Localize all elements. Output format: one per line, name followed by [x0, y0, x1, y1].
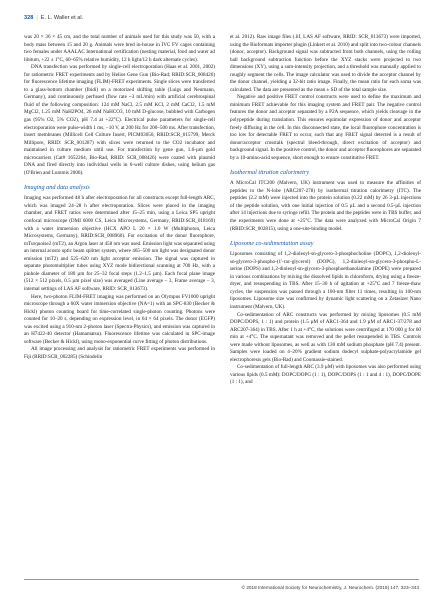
running-header: [24, 15, 83, 21]
paragraph: DNA transfection was performed by single-cell electroporation (Haas et al. 2001, 2002) for ratiometric FRET experiments and by Helios Gene Gun (Bio-Rad; RRID:SCR_008426) for fluorescence lifetime imaging (FLIM)-FRET experiments. Single slices were transferred to a glass-bottom chamber (Ibidi) on a motorized shifting table (Luigs and Neumann, Germany), and continuously perfused (flow rate ~3 mL/min) with artificial cerebrospinal fluid of the following composition: 124 mM NaCl, 2.5 mM KCl, 2 mM CaCl2, 1.5 mM MgCl2, 1.25 mM NaH2PO4, 26 mM NaHCO3, 10 mM D-glucose, bubbled with Carbogen gas (95% O2, 5% CO2), pH 7.4 at +22°C). Electrical pulse parameters for single-cell electroporation were pulse-width 1 ms, −10 V, at 200 Hz for 200–500 ms. After transfection, insert membranes (Millicell Cell Culture Insert, PICM03050, RRID:SCR_015799, Merck Millipore, RRID: SCR_001287) with slices were returned to the CO2 incubator and maintained in culture medium until use. For transfection by gene gun, 1.6-µm gold microcarriers (Cat# 1652264, Bio-Rad, RRID: SCR_008426) were coated with plasmid DNA and fired directly into individual wells in 6-well culture dishes, using helium gas (O'Brien and Lummis 2006).: [24, 64, 215, 176]
running-header-authors: E. L. Waller et al.: [40, 15, 84, 21]
section-heading-imaging: Imaging and data analysis: [24, 184, 90, 192]
header-separator: |: [36, 15, 38, 21]
paragraph: Here, two-photon FLIM-FRET imaging was performed on an Olympus FV1000 upright microscope through a 60X water immersion objective (NA=1) with an SPC-830 (Becker & Hickl) photon counting board for time-correlated single-photon counting. Photons were counted for 10–20 s, depending on expression level, in 64 × 64 pixels. The donor (EGFP) was excited using a 910-nm 2-photon laser (Spectra-Physics), and emission was captured in an H7422-40 detector (Hamamatsu). Fluorescence lifetime was calculated in SPC-image software (Becker & Hickl), using mono-exponential curve fitting of photon distributions.: [24, 293, 215, 345]
left-column: [24, 34, 215, 361]
paragraph: Co-sedimentation of full-length ARC (3.9 µM) with liposomes was also performed using various lipids (0.5 mM): DOPC/DOPG (1 : 1), DOPC/DOPS (1 : 1 and 4 : 1), DOPC/DOPE (1 : 1), and: [230, 364, 421, 386]
paragraph: Co-sedimentation of ARC constructs was performed by mixing liposomes (0.5 mM DOPC/DOPS, 1 : 1) and protein (1.5 µM of ARC1-364 and 1.9 µM of ARC1-37/278 and ARC207-364) in TBS. After 1 h at +4°C, the solutions were centrifuged at 170 000 g for 60 min at +4°C. The supernatant was removed and the pellet resuspended in TBS. Controls were made without liposomes, as well as with 130 mM sodium phosphate (pH 7.4) present. Samples were loaded on 4–20% gradient sodium dodecyl sulphate-polyacrylamide gel electrophoresis gels (Bio-Rad) and Coomassie-stained.: [230, 311, 421, 363]
footer-rule: [24, 579, 419, 580]
paragraph: A MicroCal ITC200 (Malvern, UK) instrument was used to measure the affinities of peptides to the N-lobe (ARC207-278) by isothermal titration calorimetry (ITC). The peptides (2.2 mM) were injected into the protein solution (0.22 mM) by 26 3-µL injections of the peptide solution, with one initial injection of 0.5 µL and a second 0.5-µL injection after 14 injections due to syringe refill. The protein and the peptides were in TBS buffer, and the experiments were done at +25°C. The data were analyzed with MicroCal Origin 7 (RRID:SCR_002815), using a one-site-binding model.: [230, 180, 421, 232]
section-heading-itc: Isothermal titration calorimetry: [230, 169, 310, 177]
page-footer: © 2018 International Society for Neurochemistry, J. Neurochem. (2019) 147, 323–343: [241, 585, 419, 590]
right-column: [230, 34, 421, 387]
paragraph: Negative and positive FRET control constructs were used to define the maximum and minimum FRET achievable for this imaging system and FRET pair. The negative control features the donor and acceptor separated by a P2A sequence, which yields cleavage in the polypeptide during translation. This ensures equimolar expression of donor and acceptor freely diffusing in the cell. In this disconnected state, the local fluorophore concentration is too low for detectable FRET to occur, such that any FRET signal detected is a result of donor/acceptor crosstalk (spectral bleed-through, direct excitation of acceptor) and background signal. In the positive control, the donor and acceptor fluorophores are separated by a 10-amino-acid sequence, short enough to ensure constitutive FRET.: [230, 94, 421, 161]
paragraph: Liposomes consisting of 1,2-dioleoyl-sn-glycero-3-phosphocholine (DOPC), 1,2-dioleoyl-sn-glycero-3-phospho-(1'-rac-glycerol) (DOPG), 1,2-dioleoyl-sn-glycero-3-phospho-L-serine (DOPS) and 1,2-dioleoyl-sn-glycero-3-phosphoethanolamine (DOPE) were prepared in various combinations by mixing the dissolved lipids in chloroform, drying using a freeze-dryer, and resuspending in TBS. After 15–30 h of agitation at +25°C and 7 freeze-thaw cycles, the suspension was passed through a 100-nm filter 11 times, resulting in 100-nm liposomes. Liposome size was confirmed by dynamic light scattering on a Zetasizer Nano instrument (Malvern, UK).: [230, 251, 421, 310]
paragraph: Imaging was performed 48 h after electroporation for all constructs except full-length ARC, which was imaged 24–28 h after electroporation. Slices were placed in the imaging chamber, and FRET ratios were determined after 15–25 min, using a Leica SP5 upright confocal microscope (DMI 6000 CS, Leica Microsystems, Germany, RRID:SCR_018169) with a water immersion objective (HCX APO L 20 × 1.0 W (Multiphoton, Leica Microsystems, Germany), RRID:SCR_008960). For excitation of the donor fluorophore, mTurquoise2 (mT2), an Argon laser at 458 nm was used. Emission light was separated using an internal acusto optic beam splitter system, where 465–500 nm light was designated donor emission (mT2) and 525–620 nm light acceptor emission. The signal was captured in separate photomultiplier tubes using XYZ mode bidirectional scanning at 700 Hz, with a pinhole diameter of 180 µm for 25–32 focal steps (1.2–1.5 µm). Each focal plane image (512 × 512 pixels, 0.5 µm pixel size) was averaged (Line average – 3, Frame average – 3, internal settings of LAS AF software, RRID: SCR_013673).: [24, 195, 215, 292]
paragraph: was 20 × 36 × 45 cm, and the total number of animals used for this study was 50, with a body mass between 15 and 20 g. Animals were bred in-house in IVC FV cages containing two females under AAALAC International certification (nesting material, food and water ad libitum, +22 ± 1°C, 60–65% relative humidity, 12 h light/12 h dark alternate cycles).: [24, 34, 215, 63]
paragraph: et al. 2012). Raw image files (.lif, LAS AF software, RRID: SCR_013673) were imported, using the Bioformats importer plugin (Linkert et al. 2010) and split into two-colour channels (donor, acceptor). Background signal was subtracted from both channels, using the rolling ball background subtraction function before the XYZ stacks were projected to two dimensions (XY), using a sum-intensity projection, and a threshold was manually applied to roughly segment the cells. The image calculator was used to divide the acceptor channel by the donor channel, yielding a 32-bit ratio image. Finally, the mean ratio for each soma was calculated. The data are presented as the mean ± SD of the total sample size.: [230, 34, 421, 93]
page-number: 328: [24, 15, 34, 21]
paragraph: All image processing and analysis for ratiometric FRET experiments was performed in Fiji (RRID:SCR_002285) (Schindelin: [24, 346, 215, 360]
section-heading-liposome: Liposome co-sedimentation assay: [230, 240, 314, 248]
